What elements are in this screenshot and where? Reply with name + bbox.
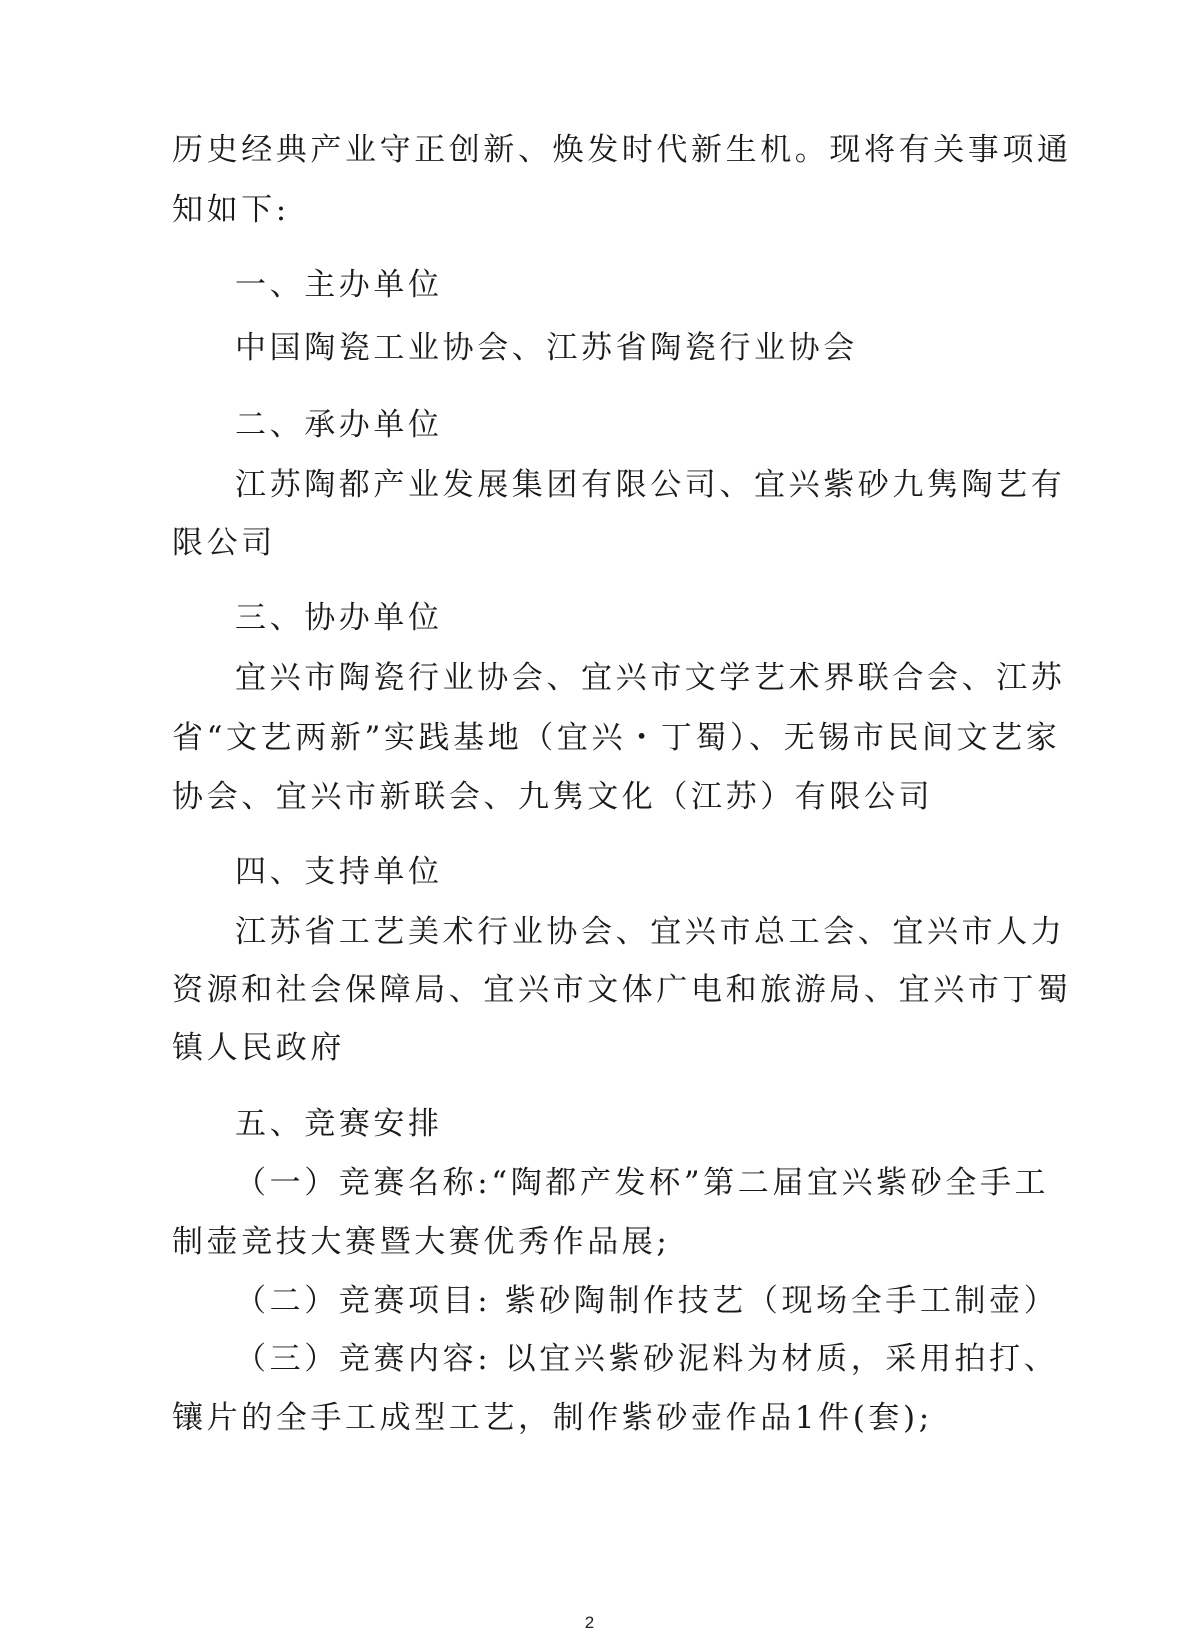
organizer-text: 中国陶瓷工业协会、江苏省陶瓷行业协会 (235, 330, 858, 366)
supporter-text-line-3: 镇人民政府 (172, 1030, 345, 1066)
arrangement-name-line-2: 制壶竞技大赛暨大赛优秀作品展; (172, 1224, 671, 1260)
section-heading-arrangement: 五、竞赛安排 (235, 1106, 443, 1142)
arrangement-name-line-1: （一）竞赛名称:“陶都产发杯”第二届宜兴紫砂全手工 (235, 1165, 1050, 1201)
page-number: 2 (584, 1613, 595, 1632)
arrangement-content-line-2: 镶片的全手工成型工艺，制作紫砂壶作品1件(套); (172, 1400, 933, 1436)
section-heading-organizer: 一、主办单位 (235, 267, 443, 303)
undertaker-text-line-1: 江苏陶都产业发展集团有限公司、宜兴紫砂九隽陶艺有 (235, 467, 1066, 503)
section-heading-undertaker: 二、承办单位 (235, 407, 443, 443)
intro-line-2: 知如下: (172, 192, 290, 228)
undertaker-text-line-2: 限公司 (172, 525, 276, 561)
supporter-text-line-2: 资源和社会保障局、宜兴市文体广电和旅游局、宜兴市丁蜀 (172, 972, 1072, 1008)
arrangement-content-line-1: （三）竞赛内容: 以宜兴紫砂泥料为材质，采用拍打、 (235, 1341, 1059, 1377)
co-organizer-text-line-2: 省“文艺两新”实践基地（宜兴・丁蜀）、无锡市民间文艺家 (172, 720, 1061, 756)
co-organizer-text-line-3: 协会、宜兴市新联会、九隽文化（江苏）有限公司 (172, 779, 934, 815)
supporter-text-line-1: 江苏省工艺美术行业协会、宜兴市总工会、宜兴市人力 (235, 914, 1066, 950)
section-heading-co-organizer: 三、协办单位 (235, 600, 443, 636)
arrangement-project: （二）竞赛项目: 紫砂陶制作技艺（现场全手工制壶） (235, 1283, 1059, 1319)
intro-line-1: 历史经典产业守正创新、焕发时代新生机。现将有关事项通 (172, 132, 1072, 168)
co-organizer-text-line-1: 宜兴市陶瓷行业协会、宜兴市文学艺术界联合会、江苏 (235, 660, 1066, 696)
section-heading-supporter: 四、支持单位 (235, 854, 443, 890)
